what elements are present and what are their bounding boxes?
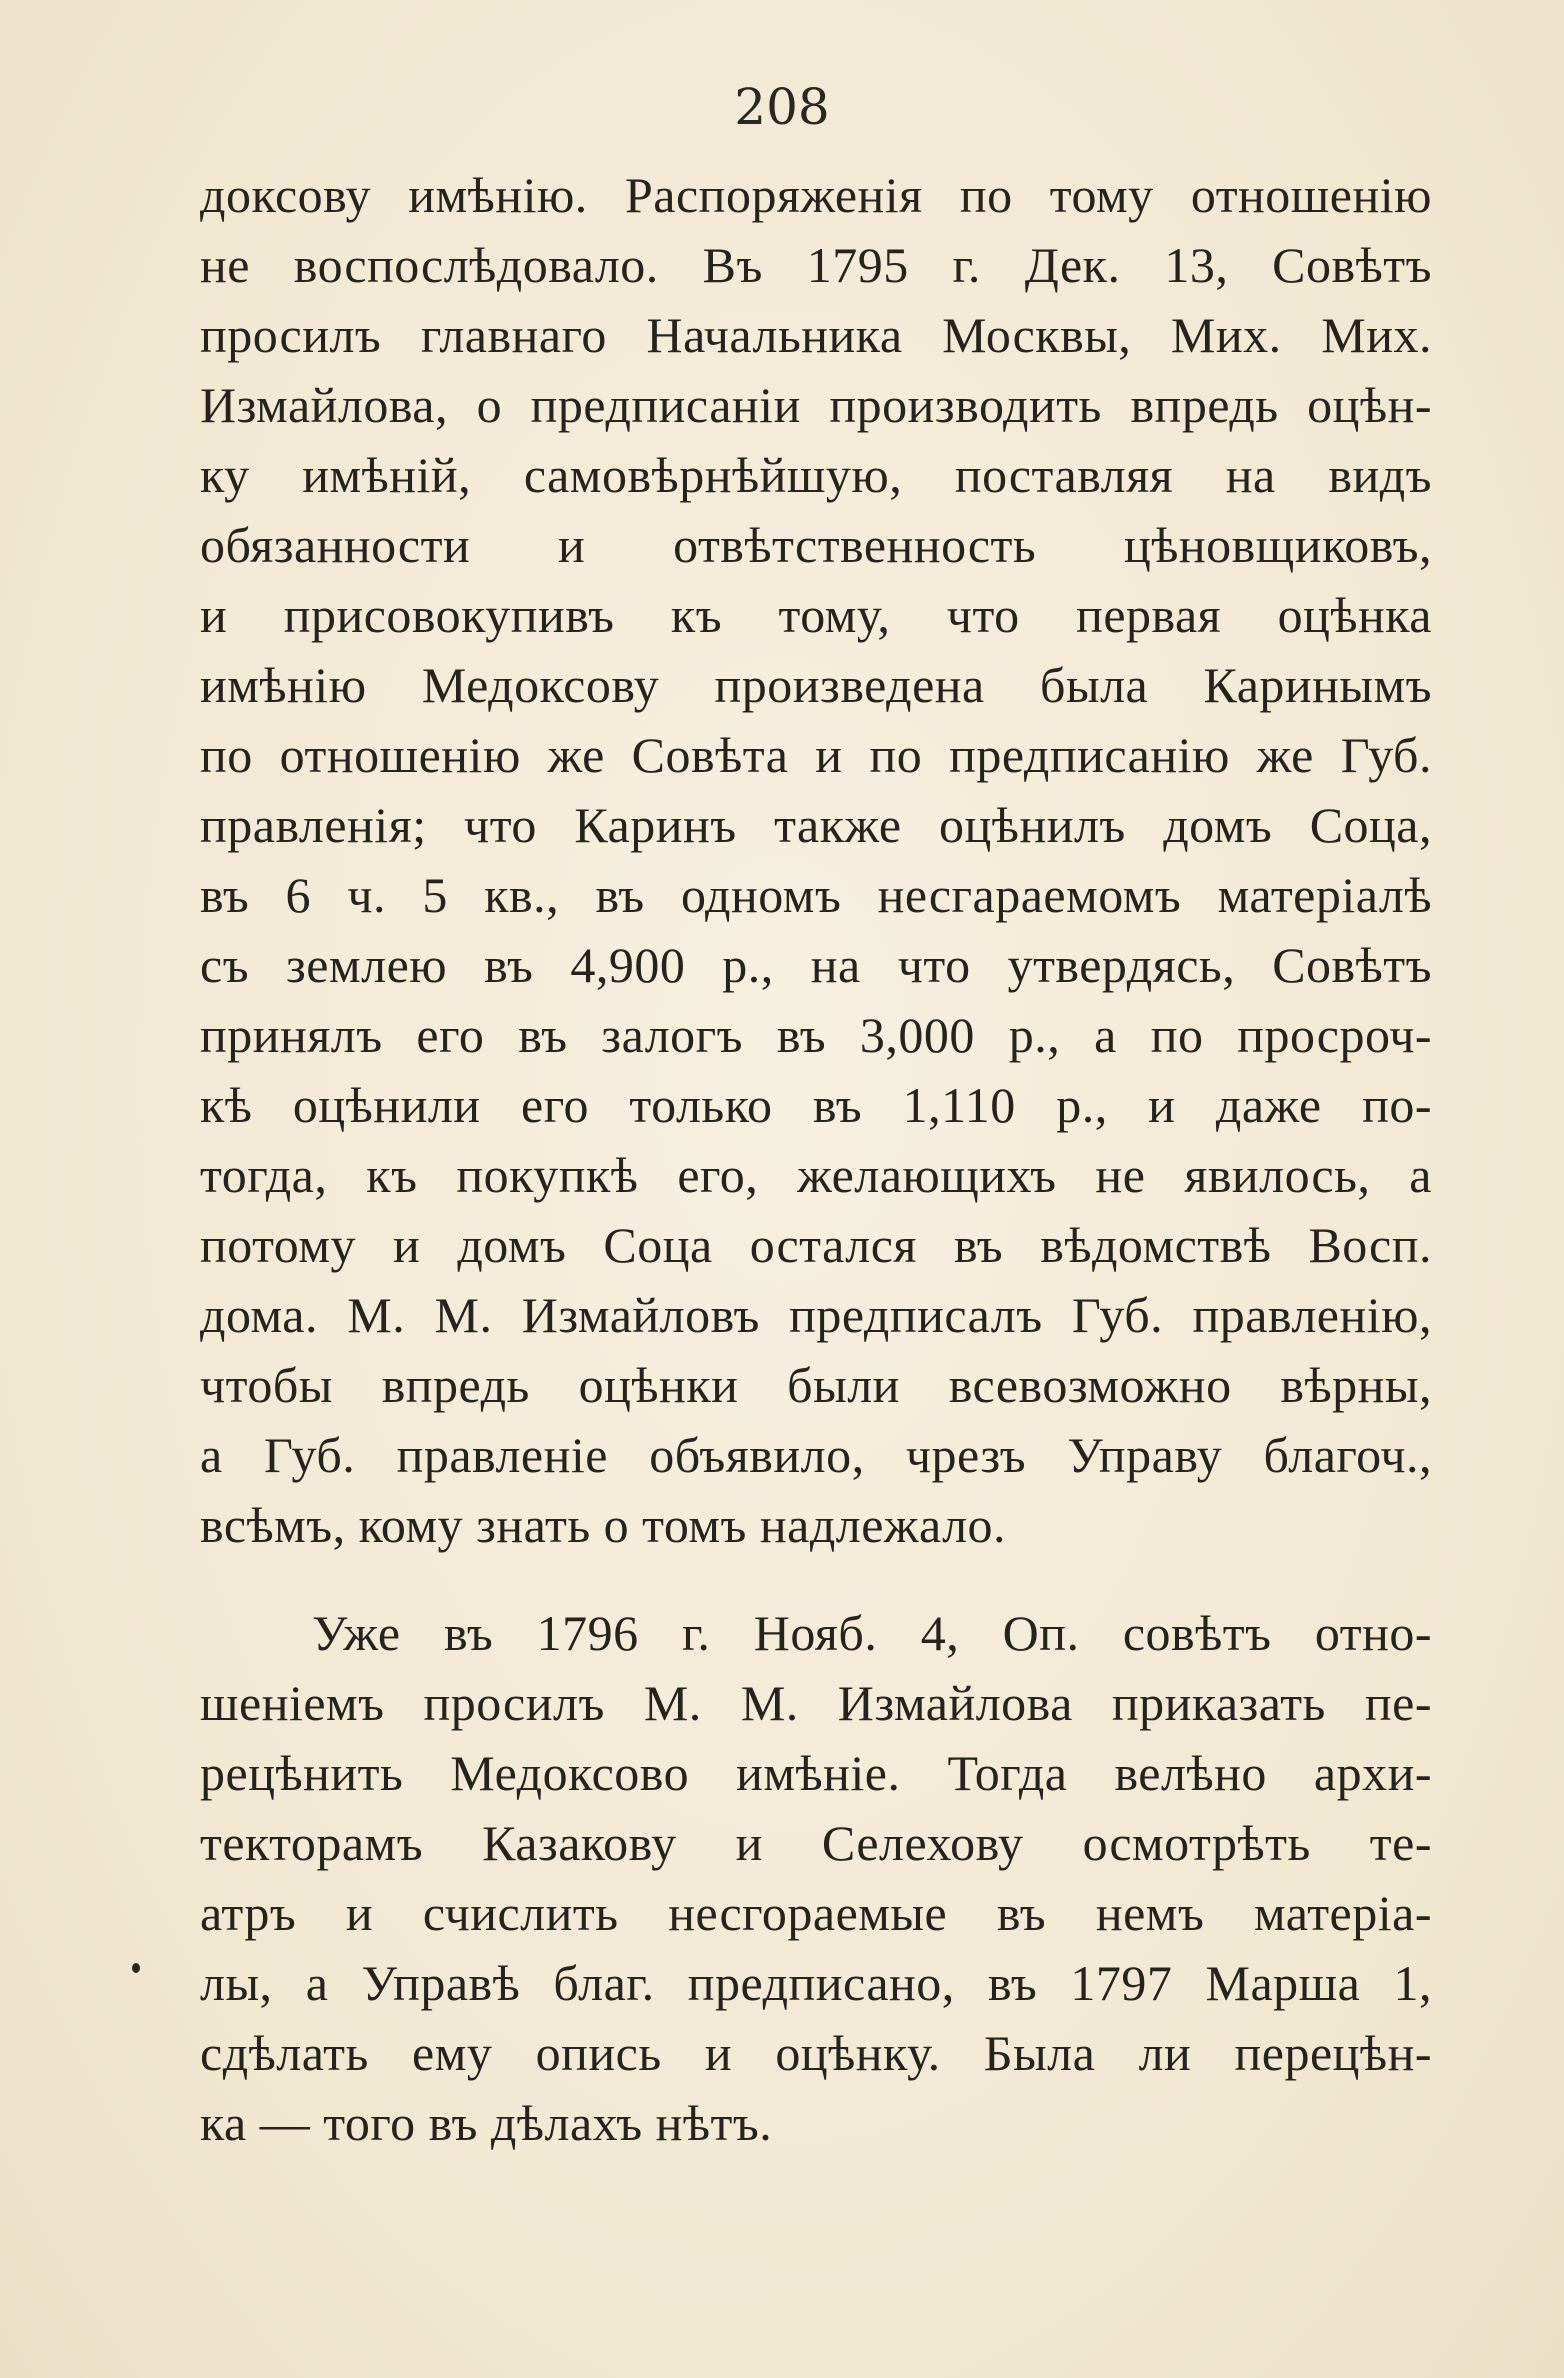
text-line: кѣ оцѣнили его только въ 1,110 р., и даже по- bbox=[200, 1077, 1432, 1133]
text-line: доксову имѣнію. Распоряженія по тому отношенію bbox=[200, 167, 1432, 223]
text-line: правленія; что Каринъ также оцѣнилъ домъ Соца, bbox=[200, 797, 1432, 853]
text-line: всѣмъ, кому знать о томъ надлежало. bbox=[200, 1497, 1007, 1553]
text-line: рецѣнить Медоксово имѣніе. Тогда велѣно архи- bbox=[200, 1745, 1432, 1801]
text-line: обязанности и отвѣтственность цѣновщиковъ, bbox=[200, 517, 1432, 573]
text-line: ка — того въ дѣлахъ нѣтъ. bbox=[200, 2095, 773, 2151]
text-line: съ землею въ 4,900 р., на что утвердясь, Совѣтъ bbox=[200, 937, 1432, 993]
text-line: тогда, къ покупкѣ его, желающихъ не явилось, а bbox=[200, 1147, 1432, 1203]
text-line: просилъ главнаго Начальника Москвы, Мих. Мих. bbox=[200, 307, 1432, 363]
text-line: въ 6 ч. 5 кв., въ одномъ несгараемомъ матеріалѣ bbox=[200, 867, 1432, 923]
text-line: чтобы впредь оцѣнки были всевозможно вѣрны, bbox=[200, 1357, 1432, 1413]
page-number: 208 bbox=[734, 78, 830, 136]
text-line: атръ и счислить несгораемые въ немъ матеріа- bbox=[200, 1885, 1432, 1941]
text-line: принялъ его въ залогъ въ 3,000 р., а по просроч- bbox=[200, 1007, 1432, 1063]
text-line: а Губ. правленіе объявило, чрезъ Управу благоч., bbox=[200, 1427, 1432, 1483]
text-line: дома. М. М. Измайловъ предписалъ Губ. правленію, bbox=[200, 1287, 1432, 1343]
paragraph-1 bbox=[200, 160, 1432, 1560]
text-line: потому и домъ Соца остался въ вѣдомствѣ Восп. bbox=[200, 1217, 1432, 1273]
text-line: и присовокупивъ къ тому, что первая оцѣнка bbox=[200, 587, 1432, 643]
text-line: Уже въ 1796 г. Нояб. 4, Оп. совѣтъ отно- bbox=[312, 1605, 1432, 1661]
text-line: не воспослѣдовало. Въ 1795 г. Дек. 13, Совѣтъ bbox=[200, 237, 1432, 293]
text-line: по отношенію же Совѣта и по предписанію же Губ. bbox=[200, 727, 1432, 783]
text-line: шеніемъ просилъ М. М. Измайлова приказать пе- bbox=[200, 1675, 1432, 1731]
text-line: лы, а Управѣ благ. предписано, въ 1797 Марша 1, bbox=[200, 1955, 1432, 2011]
text-line: Измайлова, о предписаніи производить впредь оцѣн- bbox=[200, 377, 1432, 433]
text-line: ку имѣній, самовѣрнѣйшую, поставляя на видъ bbox=[200, 447, 1432, 503]
text-line: текторамъ Казакову и Селехову осмотрѣть те- bbox=[200, 1815, 1432, 1871]
paragraph-2 bbox=[200, 1598, 1432, 2158]
text-line: имѣнію Медоксову произведена была Каринымъ bbox=[200, 657, 1432, 713]
margin-ink-mark bbox=[132, 1963, 140, 1973]
text-line: сдѣлать ему опись и оцѣнку. Была ли перецѣн- bbox=[200, 2025, 1432, 2081]
